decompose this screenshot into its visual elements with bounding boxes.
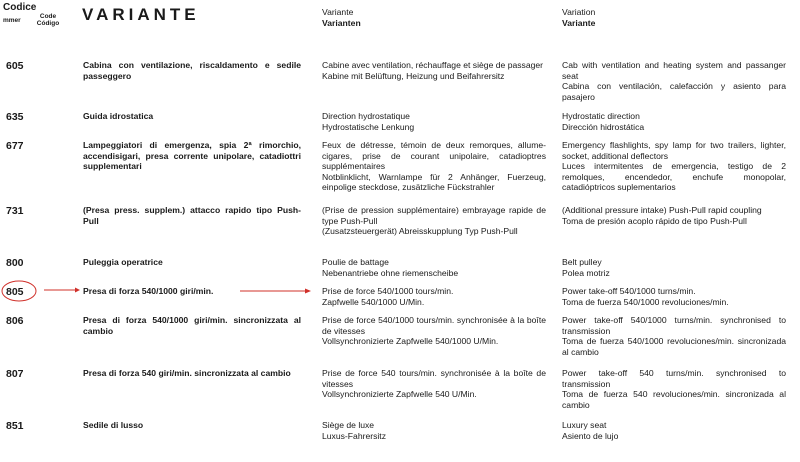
row-spanish: Toma de fuerza 540/1000 revoluciones/min. sincronizada al cambio bbox=[562, 336, 786, 357]
header-de: Varianten bbox=[322, 17, 361, 28]
row-italian: Presa di forza 540 giri/min. sincronizzata al cambio bbox=[83, 368, 291, 378]
header-fr-de bbox=[322, 7, 546, 28]
row-french-german bbox=[322, 60, 546, 81]
header-code-label: Codice bbox=[3, 2, 37, 13]
row-german: Luxus-Fahrersitz bbox=[322, 430, 386, 441]
row-english-spanish bbox=[562, 368, 786, 410]
row-english: Belt pulley bbox=[562, 257, 602, 267]
row-french-german bbox=[322, 205, 546, 237]
row-english-spanish bbox=[562, 420, 786, 441]
header-sub-right: Code Código bbox=[36, 13, 60, 27]
row-english-spanish bbox=[562, 257, 786, 278]
row-english: Power take-off 540 turns/min. synchronised to transmission bbox=[562, 368, 786, 389]
row-spanish: Polea motriz bbox=[562, 267, 610, 278]
header-es: Variante bbox=[562, 17, 596, 28]
row-code: 635 bbox=[6, 111, 24, 123]
row-french-german bbox=[322, 420, 546, 441]
row-italian: Puleggia operatrice bbox=[83, 257, 163, 267]
header-fr: Variante bbox=[322, 7, 354, 17]
row-german: Kabine mit Belüftung, Heizung und Beifahrersitz bbox=[322, 70, 505, 81]
row-code: 806 bbox=[6, 315, 24, 327]
highlight-arrow-right-head bbox=[305, 289, 311, 294]
row-spanish: Dirección hidrostática bbox=[562, 121, 645, 132]
row-french: Prise de force 540/1000 tours/min. bbox=[322, 286, 454, 296]
row-italian: Cabina con ventilazione, riscaldamento e sedile passeggero bbox=[83, 60, 301, 81]
row-code: 677 bbox=[6, 140, 24, 152]
row-italian: (Presa press. supplem.) attacco rapido tipo Push-Pull bbox=[83, 205, 301, 226]
row-french-german bbox=[322, 286, 546, 307]
row-french: Cabine avec ventilation, réchauffage et siège de passager bbox=[322, 60, 544, 70]
row-german: Vollsynchronizierte Zapfwelle 540/1000 U/Min. bbox=[322, 336, 499, 346]
row-code: 731 bbox=[6, 205, 24, 217]
highlight-arrow-left-head bbox=[75, 288, 80, 293]
row-english-spanish bbox=[562, 315, 786, 357]
row-english-spanish bbox=[562, 60, 786, 102]
row-french: Direction hydrostatique bbox=[322, 111, 410, 121]
row-english-spanish bbox=[562, 111, 786, 132]
row-german: (Zusatzsteuergerät) Abreisskupplung Typ Push-Pull bbox=[322, 226, 518, 236]
row-french-german bbox=[322, 368, 546, 400]
row-english-spanish bbox=[562, 205, 786, 226]
row-french: Prise de force 540 tours/min. synchronisée à la boîte de vitesses bbox=[322, 368, 546, 389]
row-english: Cab with ventilation and heating system and passanger seat bbox=[562, 60, 786, 81]
row-code: 800 bbox=[6, 257, 24, 269]
row-french: Feux de détresse, témoin de deux remorques, allume-cigares, prise de courant unipolaire, catadioptres supplémentaires bbox=[322, 140, 546, 171]
row-english: Power take-off 540/1000 turns/min. synchronised to transmission bbox=[562, 315, 786, 336]
row-spanish: Asiento de lujo bbox=[562, 430, 619, 441]
row-code: 805 bbox=[6, 286, 24, 298]
row-code: 807 bbox=[6, 368, 24, 380]
row-italian: Presa di forza 540/1000 giri/min. sincronizzata al cambio bbox=[83, 315, 301, 336]
row-french: Poulie de battage bbox=[322, 257, 389, 267]
row-spanish: Luces intermitentes de emergencia, testigo de 2 remolques, encendedor, enchufe monopolar, catadióptricos suplementarios bbox=[562, 161, 786, 192]
row-english: Power take-off 540/1000 turns/min. bbox=[562, 286, 696, 296]
row-german: Nebenantriebe ohne riemenscheibe bbox=[322, 267, 459, 278]
page-title: VARIANTE bbox=[82, 5, 200, 24]
row-english: Emergency flashlights, spy lamp for two trailers, lighter, socket, additional deflectors bbox=[562, 140, 786, 161]
row-spanish: Cabina con ventilación, calefacción y asiento para pasajero bbox=[562, 81, 786, 102]
row-italian: Presa di forza 540/1000 giri/min. bbox=[83, 286, 214, 296]
row-english: Luxury seat bbox=[562, 420, 607, 430]
row-french: Siège de luxe bbox=[322, 420, 375, 430]
row-french-german bbox=[322, 140, 546, 193]
row-spanish: Toma de fuerza 540/1000 revoluciones/min. bbox=[562, 296, 729, 307]
row-french-german bbox=[322, 111, 546, 132]
header-en-es bbox=[562, 7, 786, 28]
row-code: 851 bbox=[6, 420, 24, 432]
row-code: 605 bbox=[6, 60, 24, 72]
row-french: Prise de force 540/1000 tours/min. synchronisée à la boîte de vitesses bbox=[322, 315, 546, 336]
row-german: Notblinklicht, Warnlampe für 2 Anhänger, Fuerzeug, einpolige steckdose, zusätzliche Fückstrahler bbox=[322, 171, 546, 192]
row-spanish: Toma de fuerza 540 revoluciones/min. sincronizada al cambio bbox=[562, 389, 786, 410]
header-en: Variation bbox=[562, 7, 596, 17]
row-english-spanish bbox=[562, 140, 786, 193]
row-french-german bbox=[322, 315, 546, 347]
header-sub-left: mmer bbox=[3, 17, 21, 24]
row-english-spanish bbox=[562, 286, 786, 307]
row-italian: Guida idrostatica bbox=[83, 111, 154, 121]
row-italian: Sedile di lusso bbox=[83, 420, 144, 430]
row-french: (Prise de pression supplémentaire) embrayage rapide de type Push-Pull bbox=[322, 205, 546, 226]
row-spanish: Toma de presión acoplo rápido de tipo Push-Pull bbox=[562, 215, 747, 226]
row-english: Hydrostatic direction bbox=[562, 111, 640, 121]
row-french-german bbox=[322, 257, 546, 278]
row-german: Hydrostatische Lenkung bbox=[322, 121, 415, 132]
row-english: (Additional pressure intake) Push-Pull rapid coupling bbox=[562, 205, 762, 215]
row-german: Zapfwelle 540/1000 U/Min. bbox=[322, 296, 425, 307]
row-italian: Lampeggiatori di emergenza, spia 2ª rimorchio, accendisigari, presa corrente unipolare, catadiottri supplementari bbox=[83, 140, 301, 171]
row-german: Vollsynchronizierte Zapfwelle 540 U/Min. bbox=[322, 389, 477, 399]
